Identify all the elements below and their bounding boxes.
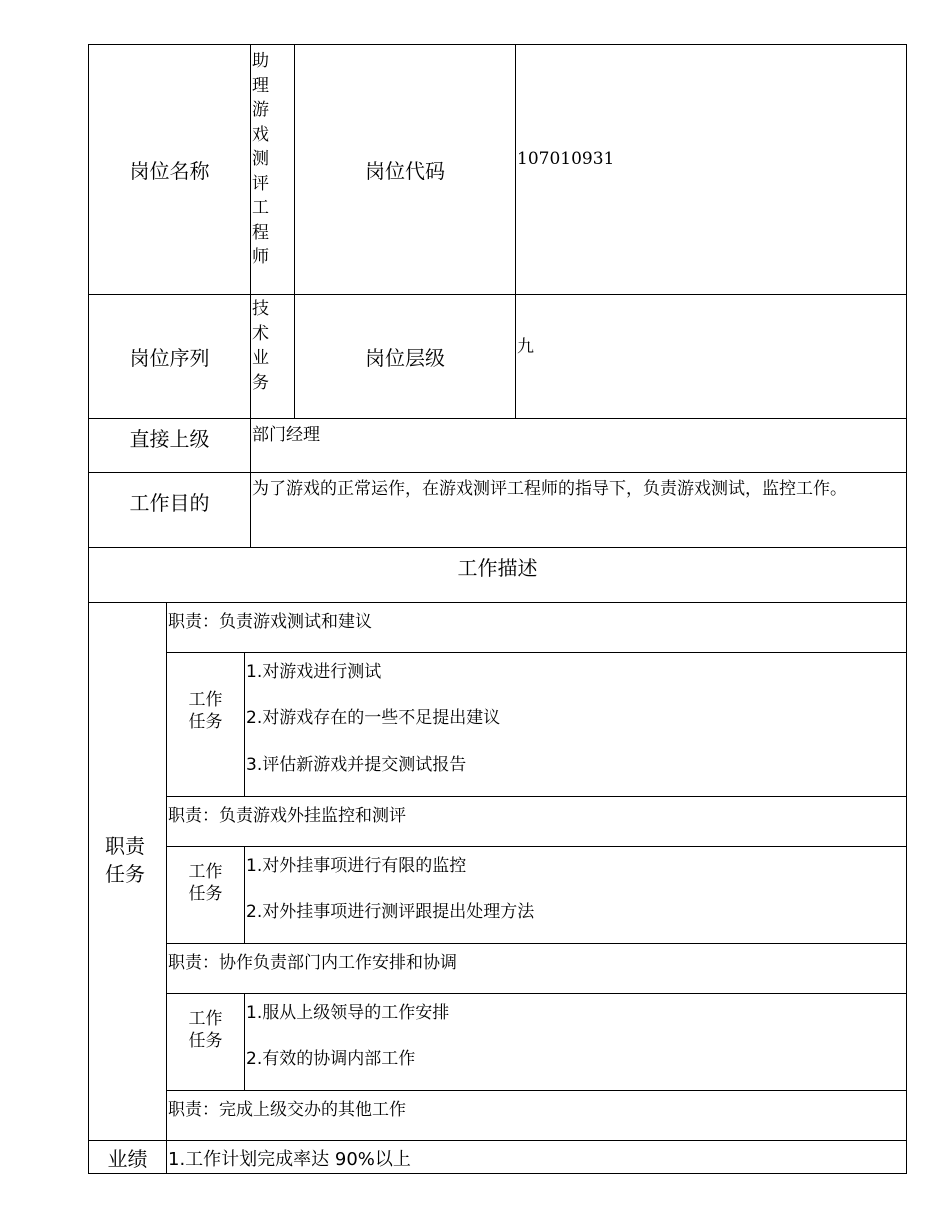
- purpose-cell: [250, 472, 907, 548]
- superior-value: 部门经理: [252, 425, 320, 445]
- post-name-label: 岗位名称: [88, 44, 251, 295]
- level-value: 九: [517, 337, 534, 357]
- duty-text: 职责：完成上级交办的其他工作: [168, 1100, 406, 1120]
- task-item: 1.对游戏进行测试: [246, 662, 382, 682]
- task-label: 工作任务: [166, 993, 245, 1091]
- post-code-cell: [515, 44, 907, 295]
- series-cell: [250, 294, 295, 419]
- description-title: 工作描述: [88, 547, 907, 603]
- duty-text: 职责：负责游戏测试和建议: [168, 612, 372, 632]
- task-item: 1.对外挂事项进行有限的监控: [246, 856, 467, 876]
- series-label: 岗位序列: [88, 294, 251, 419]
- level-label: 岗位层级: [294, 294, 516, 419]
- duty-row: [166, 1090, 907, 1141]
- performance-item: 1.工作计划完成率达 90%以上: [168, 1149, 411, 1170]
- post-code-value: 107010931: [517, 149, 615, 169]
- duty-row: [166, 796, 907, 847]
- post-name-cell: [250, 44, 295, 295]
- task-item: 2.有效的协调内部工作: [246, 1049, 416, 1069]
- post-code-label: 岗位代码: [294, 44, 516, 295]
- task-list: [244, 846, 907, 944]
- task-label: 工作任务: [166, 846, 245, 944]
- duty-text: 职责：负责游戏外挂监控和测评: [168, 806, 406, 826]
- duty-row: [166, 602, 907, 653]
- superior-label: 直接上级: [88, 418, 251, 473]
- superior-cell: [250, 418, 907, 473]
- duties-side-cell: [88, 602, 167, 1141]
- performance-cell: [166, 1140, 907, 1174]
- duty-row: [166, 943, 907, 994]
- task-item: 1.服从上级领导的工作安排: [246, 1003, 450, 1023]
- task-list: [244, 652, 907, 797]
- post-name-value: 助理游戏测评工程师: [252, 51, 269, 267]
- performance-label: 业绩: [88, 1140, 167, 1174]
- duty-text: 职责：协作负责部门内工作安排和协调: [168, 953, 457, 973]
- task-item: 3.评估新游戏并提交测试报告: [246, 755, 467, 775]
- task-item: 2.对游戏存在的一些不足提出建议: [246, 708, 501, 728]
- task-list: [244, 993, 907, 1091]
- purpose-label: 工作目的: [88, 472, 251, 548]
- task-label: 工作任务: [166, 652, 245, 797]
- level-cell: [515, 294, 907, 419]
- purpose-value: 为了游戏的正常运作，在游戏测评工程师的指导下，负责游戏测试，监控工作。: [252, 479, 847, 499]
- task-item: 2.对外挂事项进行测评跟提出处理方法: [246, 902, 535, 922]
- series-value: 技术业务: [252, 299, 269, 393]
- duties-side-label: 职责任务: [105, 834, 145, 886]
